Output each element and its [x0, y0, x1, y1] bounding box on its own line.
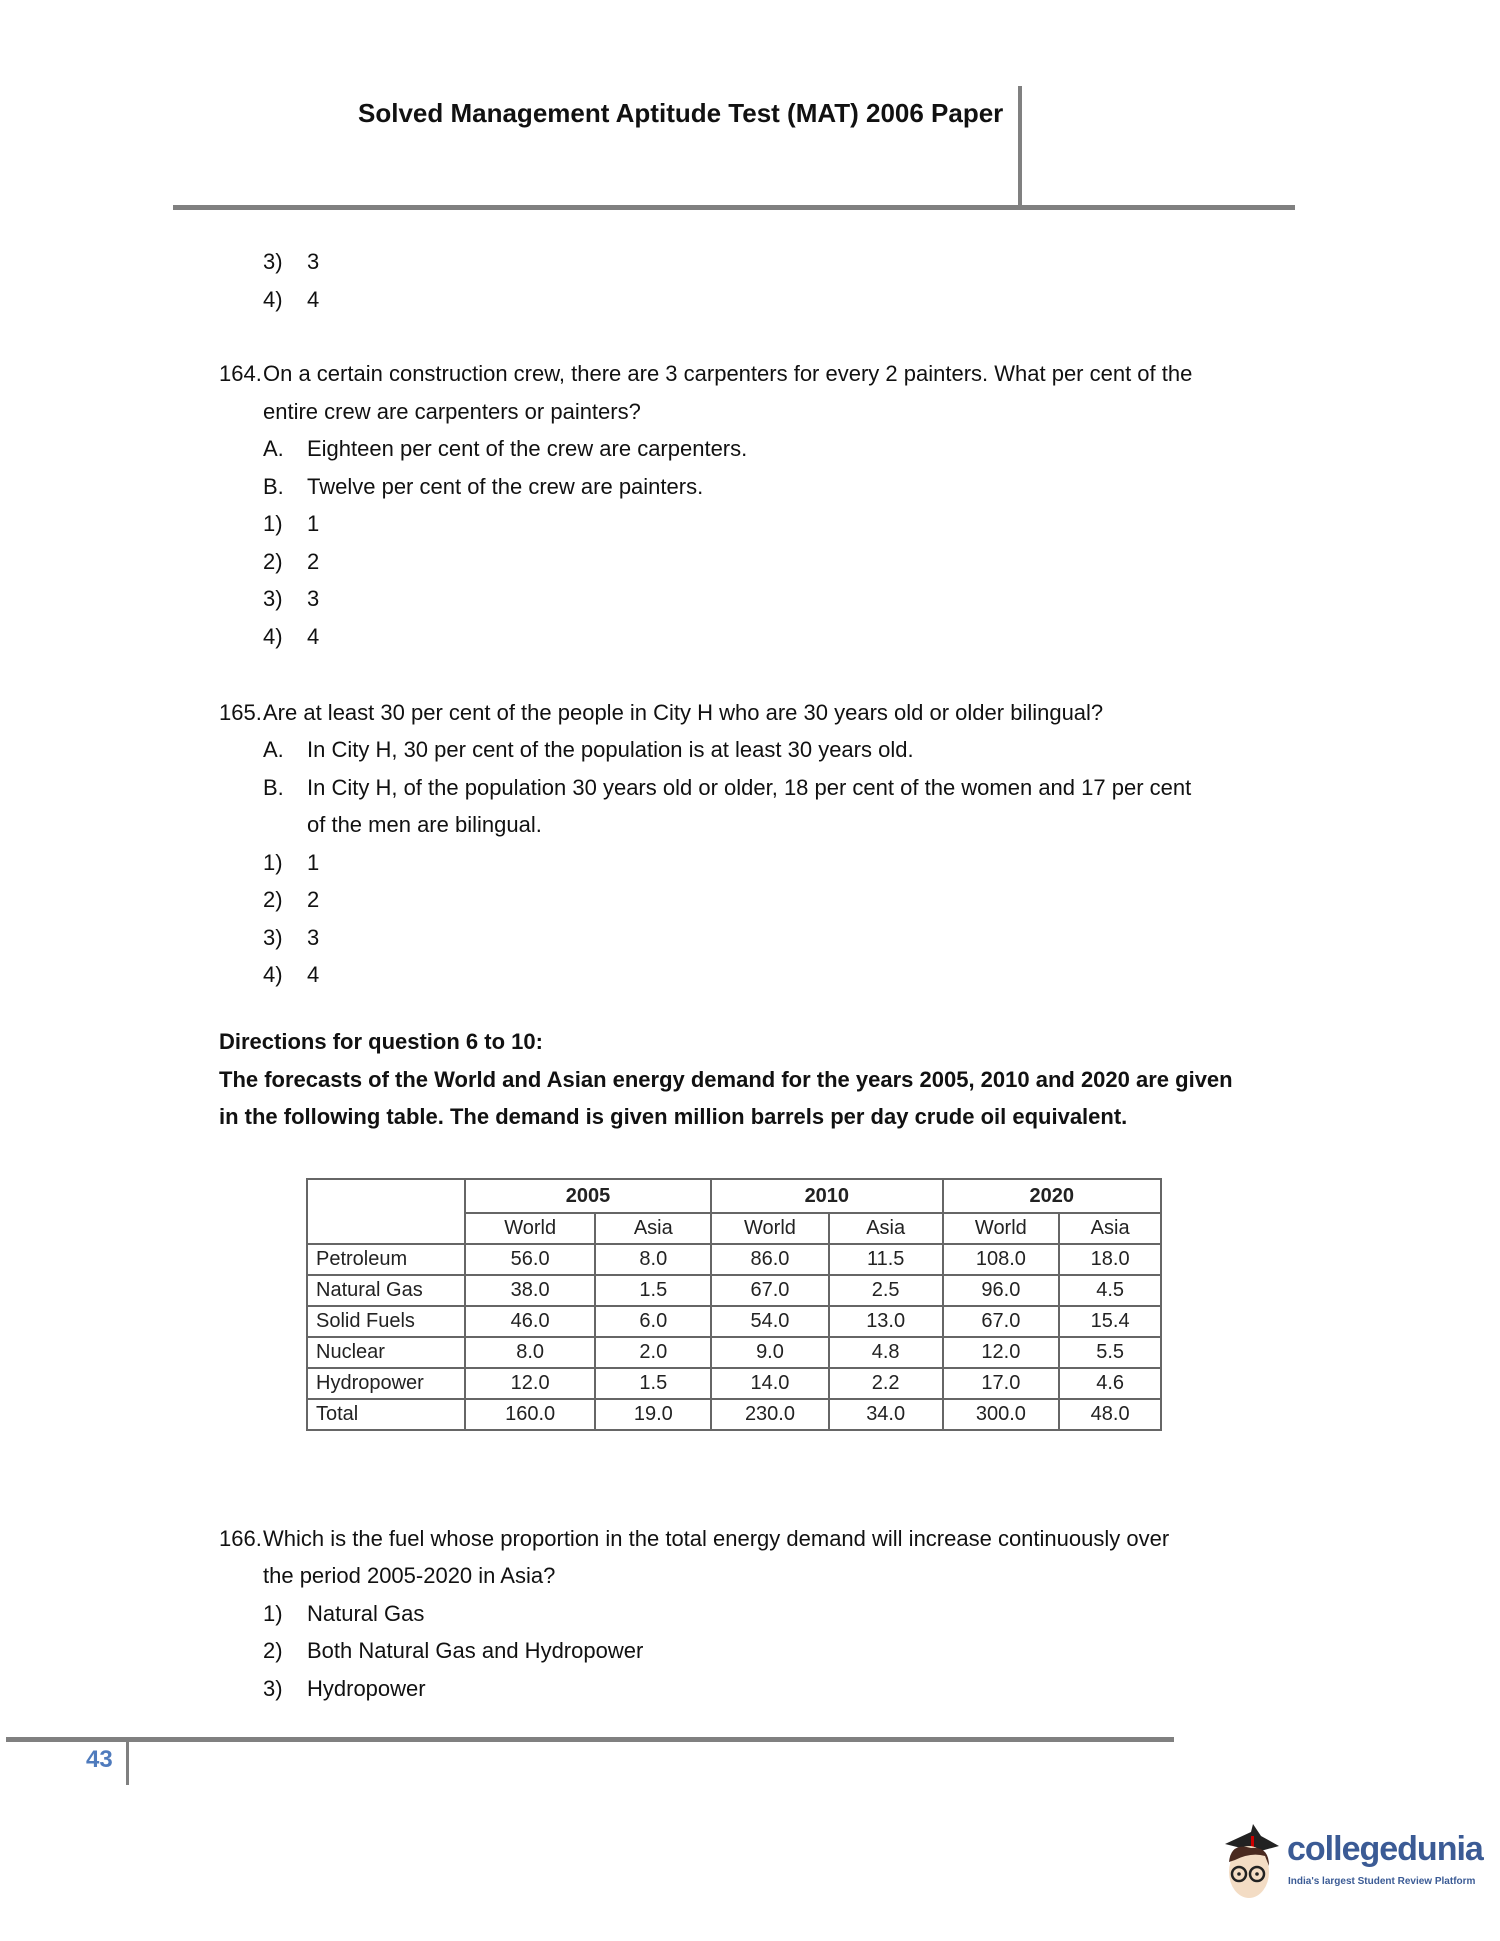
region-subheader: Asia	[829, 1213, 943, 1244]
table-cell: 19.0	[595, 1399, 711, 1430]
region-subheader: World	[465, 1213, 596, 1244]
table-cell: 14.0	[711, 1368, 829, 1399]
question-text: the period 2005-2020 in Asia?	[263, 1563, 556, 1588]
footer-vertical-rule	[126, 1740, 129, 1785]
table-cell: 86.0	[711, 1244, 829, 1275]
table-cell: 67.0	[943, 1306, 1060, 1337]
table-cell: 8.0	[595, 1244, 711, 1275]
table-corner-cell	[307, 1179, 465, 1244]
statement-a: A. Eighteen per cent of the crew are carpenters.	[263, 436, 748, 461]
row-label: Nuclear	[307, 1337, 465, 1368]
year-header: 2020	[943, 1179, 1162, 1213]
table-cell: 4.6	[1059, 1368, 1161, 1399]
table-cell: 38.0	[465, 1275, 596, 1306]
row-label: Solid Fuels	[307, 1306, 465, 1337]
table-row	[307, 1337, 1161, 1368]
table-cell: 9.0	[711, 1337, 829, 1368]
header-rule	[173, 205, 1295, 210]
table-cell: 230.0	[711, 1399, 829, 1430]
table-cell: 4.8	[829, 1337, 943, 1368]
energy-demand-table	[306, 1178, 1162, 1431]
option: 4) 4	[263, 287, 320, 312]
region-subheader: World	[943, 1213, 1060, 1244]
table-cell: 18.0	[1059, 1244, 1161, 1275]
statement-b-cont: of the men are bilingual.	[307, 812, 542, 837]
option: 3) 3	[263, 249, 320, 274]
table-cell: 15.4	[1059, 1306, 1161, 1337]
table-cell: 1.5	[595, 1275, 711, 1306]
table-cell: 13.0	[829, 1306, 943, 1337]
option: 1) Natural Gas	[263, 1601, 425, 1626]
mascot-icon	[1221, 1822, 1283, 1906]
table-cell: 2.2	[829, 1368, 943, 1399]
table-cell: 108.0	[943, 1244, 1060, 1275]
question-text: 164. On a certain construction crew, there are 3 carpenters for every 2 painters. What per cent of the	[219, 361, 1193, 386]
statement-a: A. In City H, 30 per cent of the population is at least 30 years old.	[263, 737, 914, 762]
table-cell: 96.0	[943, 1275, 1060, 1306]
table-cell: 8.0	[465, 1337, 596, 1368]
option: 1) 1	[263, 850, 320, 875]
table-cell: 48.0	[1059, 1399, 1161, 1430]
option: 3) 3	[263, 925, 320, 950]
option: 2) 2	[263, 887, 320, 912]
table-cell: 4.5	[1059, 1275, 1161, 1306]
option: 4) 4	[263, 624, 320, 649]
table-year-header-row	[307, 1179, 1161, 1213]
row-label: Natural Gas	[307, 1275, 465, 1306]
table-cell: 54.0	[711, 1306, 829, 1337]
table-cell: 2.5	[829, 1275, 943, 1306]
table-cell: 12.0	[465, 1368, 596, 1399]
region-subheader: World	[711, 1213, 829, 1244]
table-cell: 1.5	[595, 1368, 711, 1399]
option: 3) 3	[263, 586, 320, 611]
table-cell: 46.0	[465, 1306, 596, 1337]
option: 2) 2	[263, 549, 320, 574]
table-cell: 300.0	[943, 1399, 1060, 1430]
directions-text: The forecasts of the World and Asian energy demand for the years 2005, 2010 and 2020 are given	[219, 1067, 1233, 1092]
page-header-title: Solved Management Aptitude Test (MAT) 2006 Paper	[358, 98, 1004, 128]
question-text: 165. Are at least 30 per cent of the people in City H who are 30 years old or older bilingual?	[219, 700, 1104, 725]
table-cell: 6.0	[595, 1306, 711, 1337]
table-cell: 17.0	[943, 1368, 1060, 1399]
table-row	[307, 1244, 1161, 1275]
option: 3) Hydropower	[263, 1676, 426, 1701]
option: 1) 1	[263, 511, 320, 536]
statement-b: B. In City H, of the population 30 years old or older, 18 per cent of the women and 17 per cent	[263, 775, 1192, 800]
table-cell: 160.0	[465, 1399, 596, 1430]
table-cell: 5.5	[1059, 1337, 1161, 1368]
table-cell: 2.0	[595, 1337, 711, 1368]
table-row	[307, 1306, 1161, 1337]
collegedunia-logo: collegedunia India's largest Student Review Platform	[1221, 1822, 1471, 1906]
directions-text: in the following table. The demand is given million barrels per day crude oil equivalent.	[219, 1104, 1128, 1129]
row-label: Total	[307, 1399, 465, 1430]
question-text: 166. Which is the fuel whose proportion in the total energy demand will increase continuously over	[219, 1526, 1170, 1551]
table-row	[307, 1368, 1161, 1399]
table-cell: 11.5	[829, 1244, 943, 1275]
row-label: Hydropower	[307, 1368, 465, 1399]
table-cell: 67.0	[711, 1275, 829, 1306]
table-cell: 34.0	[829, 1399, 943, 1430]
header-vertical-rule	[1018, 86, 1022, 210]
year-header: 2010	[711, 1179, 942, 1213]
table-cell: 56.0	[465, 1244, 596, 1275]
region-subheader: Asia	[595, 1213, 711, 1244]
option: 2) Both Natural Gas and Hydropower	[263, 1638, 644, 1663]
table-row	[307, 1275, 1161, 1306]
statement-b: B. Twelve per cent of the crew are painters.	[263, 474, 704, 499]
footer-rule	[6, 1737, 1174, 1742]
option: 4) 4	[263, 962, 320, 987]
table-row	[307, 1399, 1161, 1430]
row-label: Petroleum	[307, 1244, 465, 1275]
directions-heading: Directions for question 6 to 10:	[219, 1029, 543, 1054]
question-text: entire crew are carpenters or painters?	[263, 399, 641, 424]
region-subheader: Asia	[1059, 1213, 1161, 1244]
year-header: 2005	[465, 1179, 711, 1213]
table-cell: 12.0	[943, 1337, 1060, 1368]
page-number: 43	[86, 1746, 113, 1773]
